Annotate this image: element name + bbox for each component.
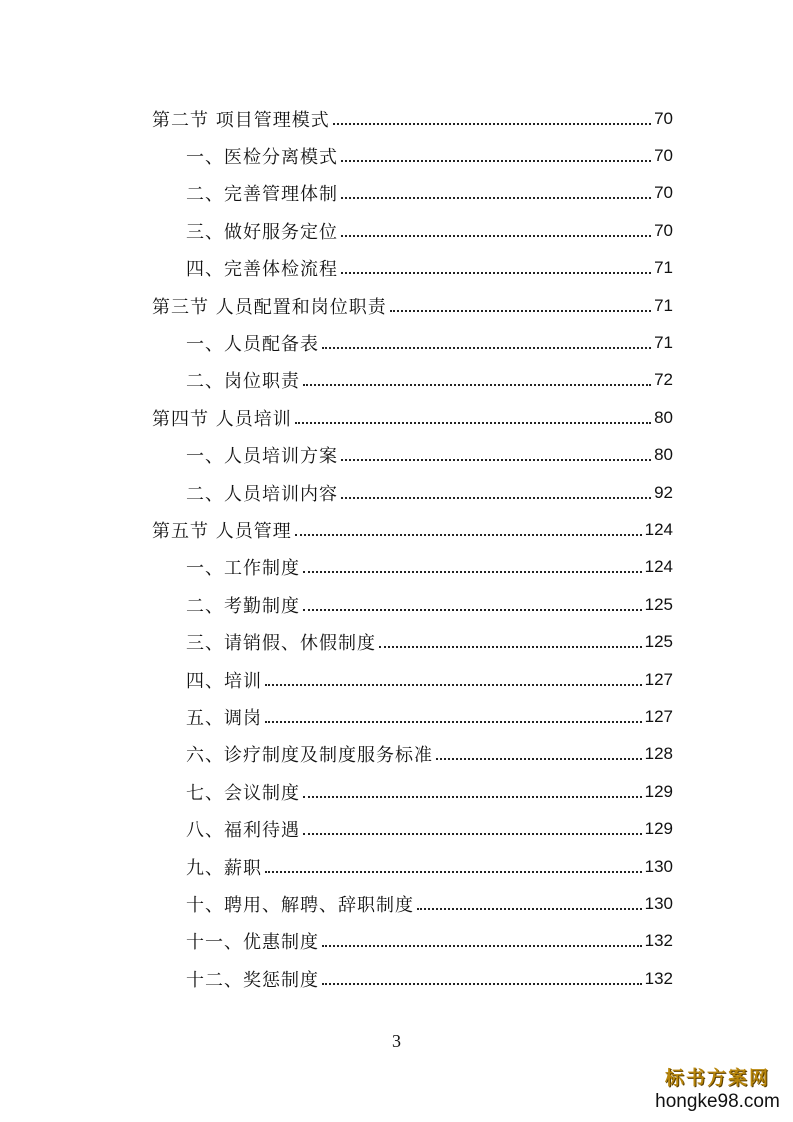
toc-entry-page: 129 bbox=[644, 781, 673, 801]
site-watermark bbox=[650, 1066, 785, 1114]
toc-entry-title: 六、诊疗制度及制度服务标准 bbox=[186, 745, 433, 767]
toc-entry-page: 129 bbox=[644, 819, 673, 839]
toc-entry-title: 第二节 项目管理模式 bbox=[152, 109, 330, 131]
toc-entry-page: 71 bbox=[654, 295, 673, 315]
toc-subsection-entry[interactable] bbox=[186, 586, 673, 623]
toc-entry-title: 三、请销假、休假制度 bbox=[186, 633, 376, 655]
toc-entry-page: 70 bbox=[654, 183, 673, 203]
toc-entry-title: 二、人员培训内容 bbox=[186, 483, 338, 505]
toc-subsection-entry[interactable] bbox=[186, 175, 673, 212]
toc-entry-title: 一、工作制度 bbox=[186, 558, 300, 580]
toc-dot-leader bbox=[417, 908, 642, 910]
toc-dot-leader bbox=[322, 983, 642, 985]
toc-entry-title: 第四节 人员培训 bbox=[152, 408, 292, 430]
toc-dot-leader bbox=[341, 235, 651, 237]
toc-entry-title: 四、培训 bbox=[186, 670, 262, 692]
toc-entry-page: 71 bbox=[654, 258, 673, 278]
toc-entry-page: 130 bbox=[644, 856, 673, 876]
toc-entry-page: 132 bbox=[644, 968, 673, 988]
toc-entry-page: 127 bbox=[644, 669, 673, 689]
toc-entry-page: 124 bbox=[644, 519, 673, 539]
toc-subsection-entry[interactable] bbox=[186, 250, 673, 287]
toc-dot-leader bbox=[341, 459, 651, 461]
toc-entry-title: 一、人员配备表 bbox=[186, 333, 319, 355]
toc-entry-page: 124 bbox=[644, 557, 673, 577]
toc-entry-page: 70 bbox=[654, 220, 673, 240]
toc-entry-page: 70 bbox=[654, 145, 673, 165]
toc-entry-title: 三、做好服务定位 bbox=[186, 221, 338, 243]
toc-section-entry[interactable] bbox=[152, 399, 673, 436]
watermark-site-name: 标书方案网 bbox=[664, 1067, 770, 1089]
toc-dot-leader bbox=[341, 160, 651, 162]
toc-subsection-entry[interactable] bbox=[186, 549, 673, 586]
toc-entry-page: 71 bbox=[654, 332, 673, 352]
toc-entry-title: 十二、奖惩制度 bbox=[186, 969, 319, 991]
toc-subsection-entry[interactable] bbox=[186, 773, 673, 810]
toc-entry-page: 130 bbox=[644, 893, 673, 913]
toc-dot-leader bbox=[341, 272, 651, 274]
toc-dot-leader bbox=[303, 384, 651, 386]
watermark-site-url: hongke98.com bbox=[655, 1091, 780, 1112]
toc-subsection-entry[interactable] bbox=[186, 474, 673, 511]
toc-subsection-entry[interactable] bbox=[186, 811, 673, 848]
toc-dot-leader bbox=[341, 197, 651, 199]
toc-entry-title: 七、会议制度 bbox=[186, 782, 300, 804]
toc-entry-title: 第三节 人员配置和岗位职责 bbox=[152, 296, 387, 318]
toc-entry-page: 92 bbox=[654, 482, 673, 502]
toc-entry-title: 十一、优惠制度 bbox=[186, 932, 319, 954]
page-number: 3 bbox=[392, 1031, 401, 1051]
toc-dot-leader bbox=[295, 422, 651, 424]
toc-subsection-entry[interactable] bbox=[186, 324, 673, 361]
toc-entry-title: 二、岗位职责 bbox=[186, 371, 300, 393]
toc-entry-page: 80 bbox=[654, 407, 673, 427]
toc-subsection-entry[interactable] bbox=[186, 698, 673, 735]
toc-dot-leader bbox=[379, 646, 642, 648]
toc-entry-page: 132 bbox=[644, 931, 673, 951]
toc-entry-page: 128 bbox=[644, 744, 673, 764]
toc-entry-page: 80 bbox=[654, 445, 673, 465]
toc-dot-leader bbox=[436, 758, 642, 760]
toc-entry-title: 二、完善管理体制 bbox=[186, 184, 338, 206]
toc-subsection-entry[interactable] bbox=[186, 885, 673, 922]
toc-entry-title: 第五节 人员管理 bbox=[152, 520, 292, 542]
toc-section-entry[interactable] bbox=[152, 100, 673, 137]
toc-dot-leader bbox=[341, 497, 651, 499]
toc-entry-page: 70 bbox=[654, 108, 673, 128]
toc-section-entry[interactable] bbox=[152, 511, 673, 548]
toc-subsection-entry[interactable] bbox=[186, 736, 673, 773]
toc-dot-leader bbox=[265, 684, 642, 686]
toc-dot-leader bbox=[303, 796, 642, 798]
toc-dot-leader bbox=[303, 571, 642, 573]
toc-entry-title: 九、薪职 bbox=[186, 857, 262, 879]
toc-dot-leader bbox=[390, 310, 651, 312]
toc-dot-leader bbox=[295, 534, 642, 536]
toc-subsection-entry[interactable] bbox=[186, 362, 673, 399]
toc-dot-leader bbox=[303, 833, 642, 835]
toc-subsection-entry[interactable] bbox=[186, 923, 673, 960]
toc-dot-leader bbox=[303, 609, 642, 611]
toc-subsection-entry[interactable] bbox=[186, 624, 673, 661]
toc-dot-leader bbox=[322, 347, 651, 349]
toc-entry-page: 125 bbox=[644, 594, 673, 614]
toc-entry-page: 72 bbox=[654, 370, 673, 390]
toc-dot-leader bbox=[322, 945, 642, 947]
toc-subsection-entry[interactable] bbox=[186, 848, 673, 885]
toc-subsection-entry[interactable] bbox=[186, 960, 673, 997]
toc-subsection-entry[interactable] bbox=[186, 137, 673, 174]
toc-subsection-entry[interactable] bbox=[186, 212, 673, 249]
toc-entry-title: 十、聘用、解聘、辞职制度 bbox=[186, 894, 414, 916]
toc-dot-leader bbox=[265, 721, 642, 723]
toc-entry-title: 八、福利待遇 bbox=[186, 820, 300, 842]
toc-dot-leader bbox=[265, 871, 642, 873]
toc-subsection-entry[interactable] bbox=[186, 437, 673, 474]
toc-entry-title: 二、考勤制度 bbox=[186, 595, 300, 617]
toc-entry-page: 125 bbox=[644, 632, 673, 652]
toc-section-entry[interactable] bbox=[152, 287, 673, 324]
toc-dot-leader bbox=[333, 123, 651, 125]
toc-entry-title: 一、医检分离模式 bbox=[186, 146, 338, 168]
toc-entry-title: 一、人员培训方案 bbox=[186, 446, 338, 468]
toc-entry-page: 127 bbox=[644, 706, 673, 726]
toc-entry-title: 五、调岗 bbox=[186, 707, 262, 729]
toc-entry-title: 四、完善体检流程 bbox=[186, 259, 338, 281]
toc-subsection-entry[interactable] bbox=[186, 661, 673, 698]
